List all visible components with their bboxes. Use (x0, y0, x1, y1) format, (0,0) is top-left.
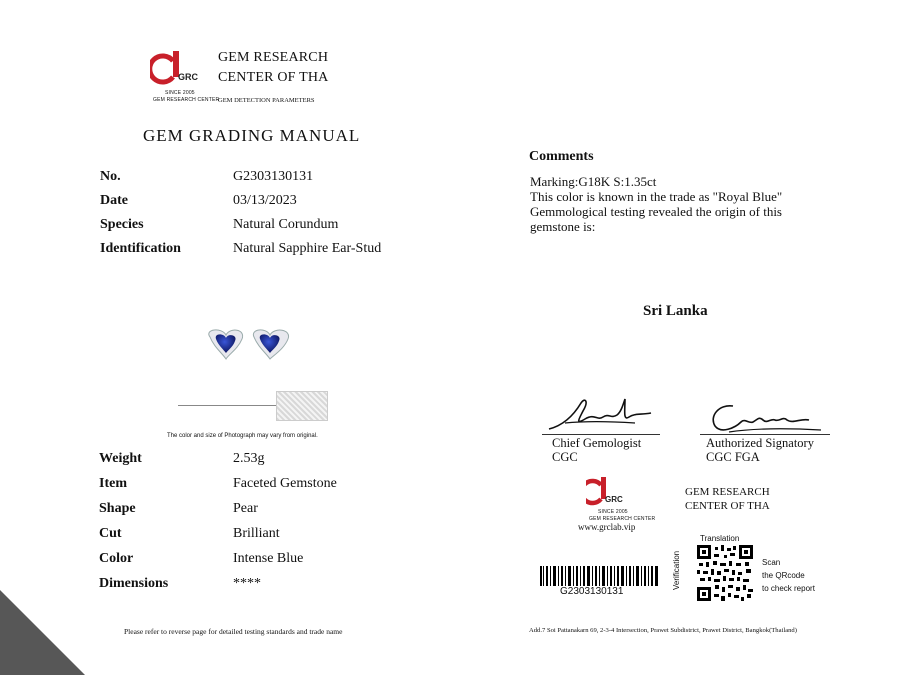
field-value-species: Natural Corundum (233, 217, 339, 232)
field-value-dimensions: **** (233, 576, 261, 591)
qr-instruction-3: to check report (762, 584, 815, 593)
qr-verification-label: Verification (672, 550, 681, 590)
field-value-identification: Natural Sapphire Ear-Stud (233, 241, 382, 256)
field-label-number: No. (100, 169, 121, 184)
corner-shadow (0, 590, 85, 675)
document-title: GEM GRADING MANUAL (143, 126, 361, 145)
field-label-species: Species (100, 217, 144, 232)
scale-line (178, 405, 276, 406)
photo-caption: The color and size of Photograph may vary from original. (167, 433, 318, 439)
handwritten-signature-2 (705, 398, 825, 436)
gem-origin: Sri Lanka (643, 303, 708, 319)
signature-authorized (705, 398, 825, 436)
field-label-identification: Identification (100, 241, 181, 256)
org-name-line1: GEM RESEARCH (218, 50, 329, 65)
signature-authorized-org: CGC FGA (706, 450, 760, 464)
qr-instructions (762, 556, 815, 595)
barcode (540, 566, 658, 586)
field-label-cut: Cut (99, 526, 122, 541)
qr-translation-label: Translation (700, 534, 740, 543)
barcode-bars (540, 566, 658, 586)
field-label-dimensions: Dimensions (99, 576, 169, 591)
logo-since: SINCE 2005 (165, 90, 195, 96)
footer-address: Add.7 Soi Pattanakarn 69, 2-3-4 Intersection, Prawet Subdistrict, Prawet District, Bangkok(Thailand) (529, 627, 797, 634)
stamp-org-line2: CENTER OF THA (685, 500, 770, 512)
field-value-color: Intense Blue (233, 551, 304, 566)
org-name-line2: CENTER OF THA (218, 70, 329, 85)
gem-photo (200, 325, 300, 365)
scale-block (276, 391, 328, 421)
org-tagline: GEM DETECTION PARAMETERS (218, 97, 315, 104)
comments-line-4: gemstone is: (530, 219, 596, 234)
stamp-logo (586, 475, 656, 525)
qr-code-image (697, 545, 753, 601)
logo-text: GRC (178, 72, 198, 82)
signature-authorized-title: Authorized Signatory (706, 436, 814, 450)
qr-instruction-1: Scan (762, 558, 781, 567)
logo-center: GEM RESEARCH CENTER (153, 97, 220, 103)
signature-chief-org: CGC (552, 450, 578, 464)
field-label-weight: Weight (99, 451, 142, 466)
earring-image (200, 325, 300, 365)
qr-instruction-2: the QRcode (762, 571, 805, 580)
signature-chief (545, 395, 655, 435)
grc-logo (150, 48, 220, 104)
signature-chief-title: Chief Gemologist (552, 436, 642, 450)
comments-line-3: Gemmological testing revealed the origin of this (530, 204, 782, 219)
signature-line-chief (542, 434, 660, 435)
comments-heading: Comments (529, 149, 594, 164)
field-label-shape: Shape (99, 501, 136, 516)
comments-line-1: Marking:G18K S:1.35ct (530, 174, 657, 189)
footer-left-note: Please refer to reverse page for detailed testing standards and trade name (124, 627, 343, 636)
handwritten-signature-1 (545, 395, 655, 435)
field-value-item: Faceted Gemstone (233, 476, 337, 491)
qr-code[interactable] (697, 545, 753, 601)
field-value-shape: Pear (233, 501, 258, 516)
field-label-date: Date (100, 193, 128, 208)
field-value-weight: 2.53g (233, 451, 265, 466)
field-label-item: Item (99, 476, 127, 491)
field-label-color: Color (99, 551, 134, 566)
stamp-url[interactable]: www.grclab.vip (578, 522, 636, 532)
barcode-number: G2303130131 (560, 586, 624, 597)
comments-line-2: This color is known in the trade as "Royal Blue" (530, 189, 783, 204)
stamp-since: SINCE 2005 (598, 509, 628, 515)
signature-authorized-block (706, 436, 814, 464)
stamp-org-line1: GEM RESEARCH (685, 486, 770, 498)
comments-body (530, 174, 830, 234)
stamp-center: GEM RESEARCH CENTER (589, 516, 656, 522)
signature-line-authorized (700, 434, 830, 435)
stamp-logo-text: GRC (605, 495, 623, 504)
signature-chief-block (552, 436, 641, 464)
field-value-cut: Brilliant (233, 526, 280, 541)
field-value-number: G2303130131 (233, 169, 314, 184)
field-value-date: 03/13/2023 (233, 193, 297, 208)
